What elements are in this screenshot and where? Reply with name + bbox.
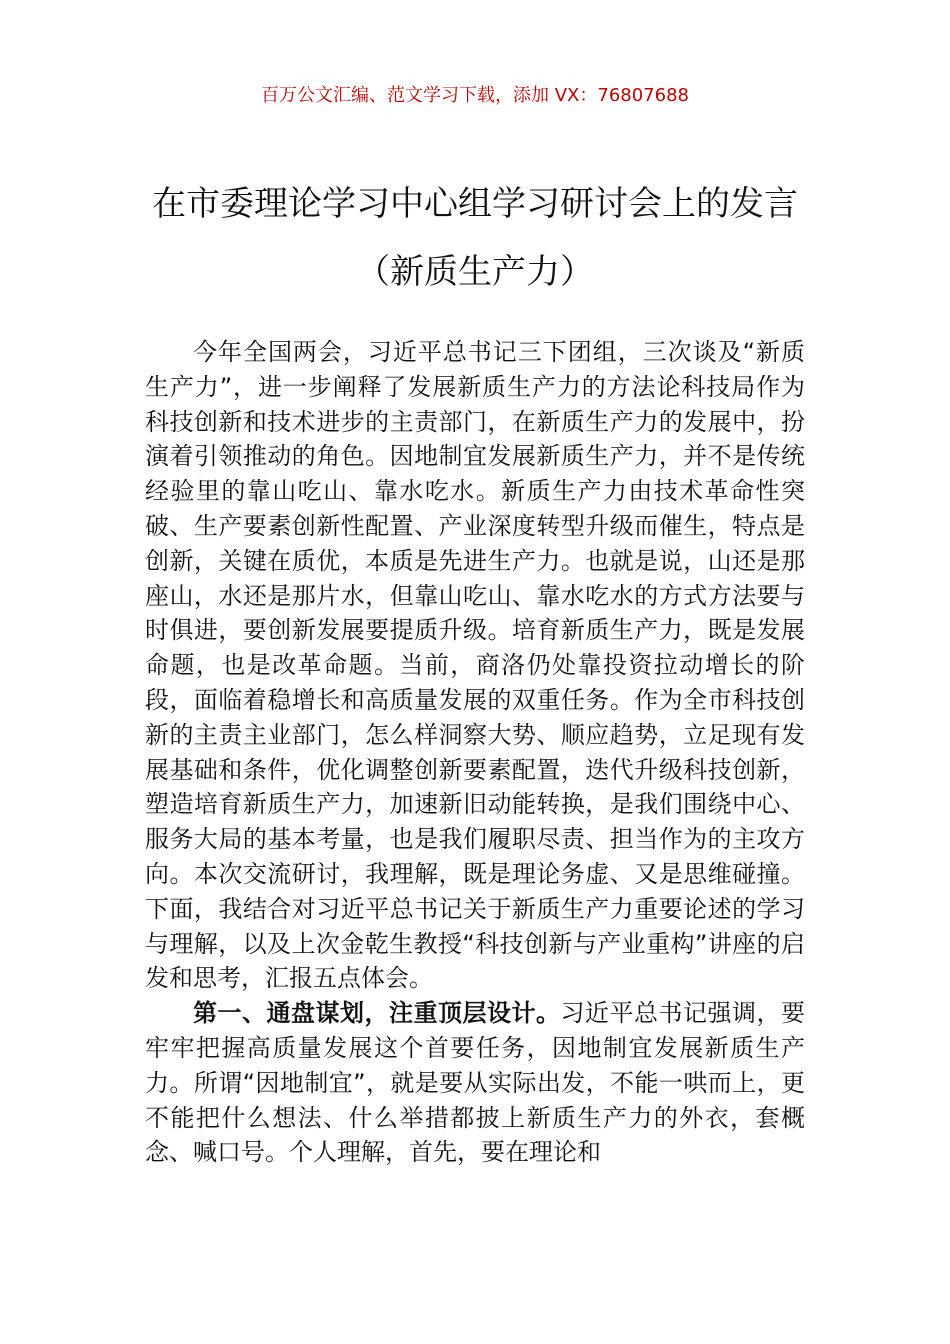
paragraph-1: 今年全国两会，习近平总书记三下团组，三次谈及“新质生产力”，进一步阐释了发展新质生产力的方法论科技局作为科技创新和技术进步的主责部门，在新质生产力的发展中，扮演着引领推动的角色。因地制宜发展新质生产力，并不是传统经验里的靠山吃山、靠水吃水。新质生产力由技术革命性突破、生产要素创新性配置、产业深度转型升级而催生，特点是创新，关键在质优，本质是先进生产力。也就是说，山还是那座山，水还是那片水，但靠山吃山、靠水吃水的方式方法要与时俱进，要创新发展要提质升级。培育新质生产力，既是发展命题，也是改革命题。当前，商洛仍处靠投资拉动增长的阶段，面临着稳增长和高质量发展的双重任务。作为全市科技创新的主责主业部门，怎么样洞察大势、顺应趋势，立足现有发展基础和条件，优化调整创新要素配置，迭代升级科技创新，塑造培育新质生产力，加速新旧动能转换，是我们围绕中心、服务大局的基本考量，也是我们履职尽责、担当作为的主攻方向。本次交流研讨，我理解，既是理论务虚、又是思维碰撞。下面，我结合对习近平总书记关于新质生产力重要论述的学习与理解，以及上次金乾生教授“科技创新与产业重构”讲座的启发和思考，汇报五点体会。 xyxy=(145,338,805,993)
paragraph-2-text: 习近平总书记强调，要牢牢把握高质量发展这个首要任务，因地制宜发展新质生产力。所谓“因地制宜”，就是要从实际出发，不能一哄而上，更不能把什么想法、什么举措都披上新质生产力的外衣，套概念、喊口号。个人理解，首先，要在理论和 xyxy=(145,999,805,1167)
document-title: 在市委理论学习中心组学习研讨会上的发言（新质生产力） xyxy=(152,184,798,292)
document-body xyxy=(145,335,805,1170)
paragraph-2 xyxy=(145,996,805,1170)
paragraph-2-heading: 第一、通盘谋划，注重顶层设计。 xyxy=(193,999,561,1028)
header-note: 百万公文汇编、范文学习下载，添加 VX：76807688 xyxy=(261,85,689,106)
